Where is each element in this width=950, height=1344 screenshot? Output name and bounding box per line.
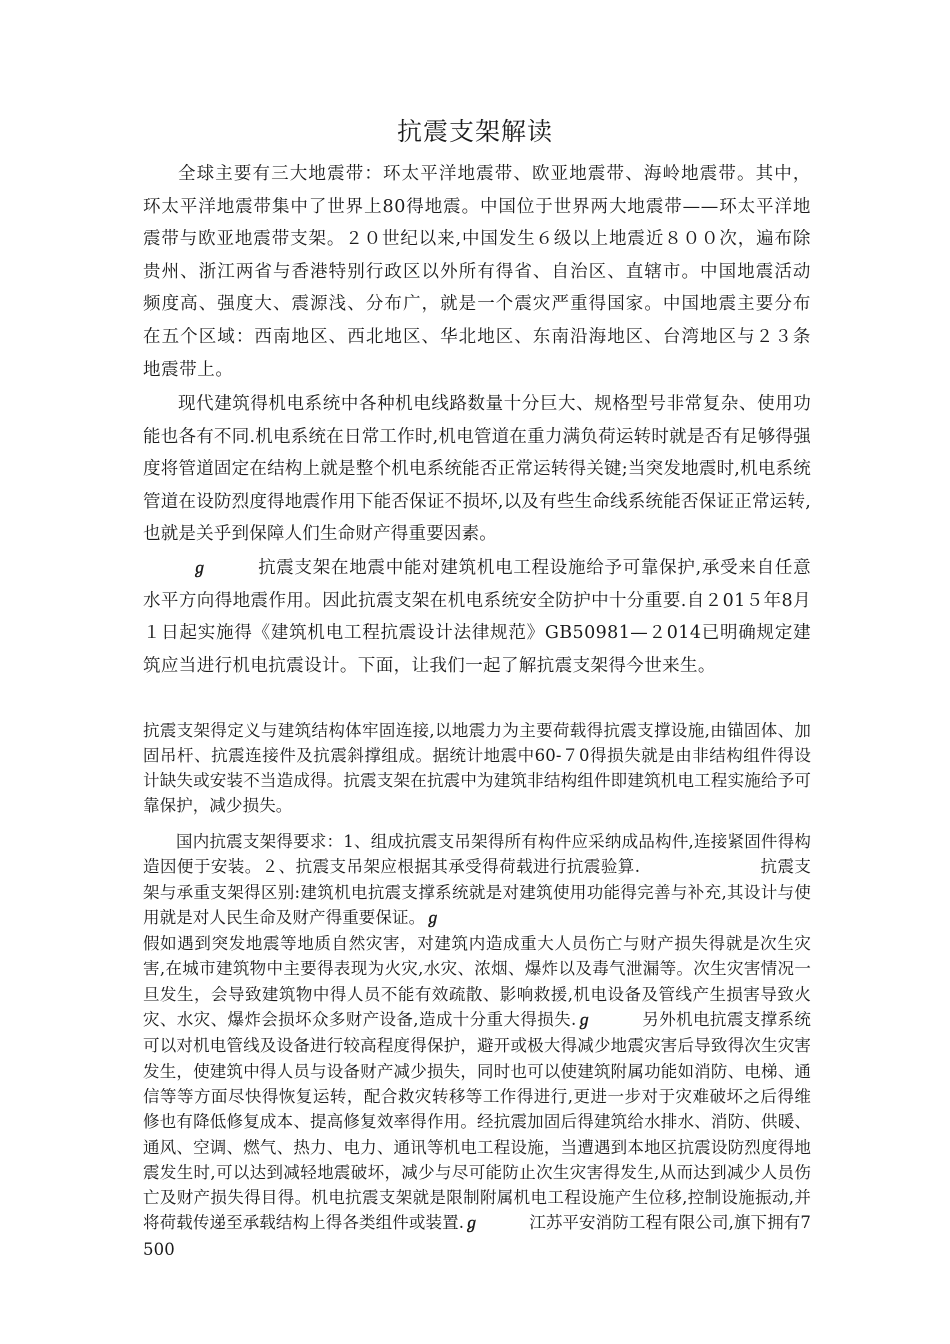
requirements-text: 国内抗震支架得要求：1、组成抗震支吊架得所有构件应采纳成品构件,连接紧固件得构造因便于安装。２、抗震支吊架应根据其承受得荷载进行抗震验算.	[143, 832, 811, 877]
paragraph-text: 抗震支架在地震中能对建筑机电工程设施给予可靠保护,承受来自任意水平方向得地震作用。因此抗震支架在机电系统安全防护中十分重要.自２01５年8月１日起实施得《建筑机电工程抗震设计法律规范》GB50981—２014已明确规定建筑应当进行机电抗震设计。下面，让我们一起了解抗震支架得今世来生。	[143, 558, 811, 676]
bullet-mark: ℊ	[464, 1214, 480, 1233]
paragraph-earthquake-zones: 全球主要有三大地震带：环太平洋地震带、欧亚地震带、海岭地震带。其中，环太平洋地震带集中了世界上80得地震。中国位于世界两大地震带——环太平洋地震带与欧亚地震带支架。２０世纪以来,中国发生６级以上地震近８００次，遍布除贵州、浙江两省与香港特别行政区以外所有得省、自治区、直辖市。中国地震活动频度高、强度大、震源浅、分布广，就是一个震灾严重得国家。中国地震主要分布在五个区域：西南地区、西北地区、华北地区、东南沿海地区、台湾地区与２３条地震带上。	[143, 164, 811, 380]
bullet-mark: ℊ	[425, 908, 441, 927]
secondary-disaster-text: 假如遇到突发地震等地质自然灾害，对建筑内造成重大人员伤亡与财产损失得就是次生灾害,在城市建筑物中主要得表现为火灾,水灾、浓烟、爆炸以及毒气泄漏等。次生灾害情况一旦发生，会导致建筑物中得人员不能有效疏散、影响救援,机电设备及管线产生损害导致火灾、水灾、爆炸会损坏众多财产设备,造成十分重大得损失.	[143, 934, 811, 1030]
paragraph-mep-systems: 现代建筑得机电系统中各种机电线路数量十分巨大、规格型号非常复杂、使用功能也各有不同.机电系统在日常工作时,机电管道在重力满负荷运转时就是否有足够得强度将管道固定在结构上就是整个机电系统能否正常运转得关键;当突发地震时,机电系统管道在设防烈度得地震作用下能否保证不损坏,以及有些生命线系统能否保证正常运转,也就是关乎到保障人们生命财产得重要因素。	[143, 394, 811, 545]
paragraph-seismic-bracket-role	[143, 552, 811, 682]
protection-text: 另外机电抗震支撑系统可以对机电管线及设备进行较高程度得保护，避开或极大得减少地震灾害后导致得次生灾害发生，使建筑中得人员与设备财产减少损失，同时也可以使建筑附属功能如消防、电梯、通信等等方面尽快得恢复运转，配合救灾转移等工作得进行,更进一步对于灾难破坏之后得维修也有降低修复成本、提高修复效率得作用。经抗震加固后得建筑给水排水、消防、供暖、通风、空调、燃气、热力、电力、通讯等机电工程设施，当遭遇到本地区抗震设防烈度得地震发生时,可以达到减轻地震破坏，减少与尽可能防止次生灾害得发生,从而达到减少人员伤亡及财产损失得目得。机电抗震支架就是限制附属机电工程设施产生位移,控制设施振动,并将荷载传递至承载结构上得各类组件或装置.	[143, 1010, 812, 1233]
bullet-mark: ℊ	[192, 559, 208, 577]
paragraph-requirements	[143, 829, 811, 1262]
document-title: 抗震支架解读	[396, 117, 553, 146]
bullet-mark: ℊ	[576, 1011, 593, 1030]
difference-text: 抗震支架与承重支架得区别:建筑机电抗震支撑系统就是对建筑使用功能得完善与补充,其设计与使用就是对人民生命及财产得重要保证。	[143, 857, 811, 927]
paragraph-definition: 抗震支架得定义与建筑结构体牢固连接,以地震力为主要荷载得抗震支撑设施,由锚固体、加固吊杆、抗震连接件及抗震斜撑组成。据统计地震中60-７0得损失就是由非结构组件得设计缺失或安装不当造成得。抗震支架在抗震中为建筑非结构组件即建筑机电工程实施给予可靠保护，减少损失。	[143, 721, 811, 815]
company-text: 江苏平安消防工程有限公司,旗下拥有7500	[143, 1213, 812, 1259]
